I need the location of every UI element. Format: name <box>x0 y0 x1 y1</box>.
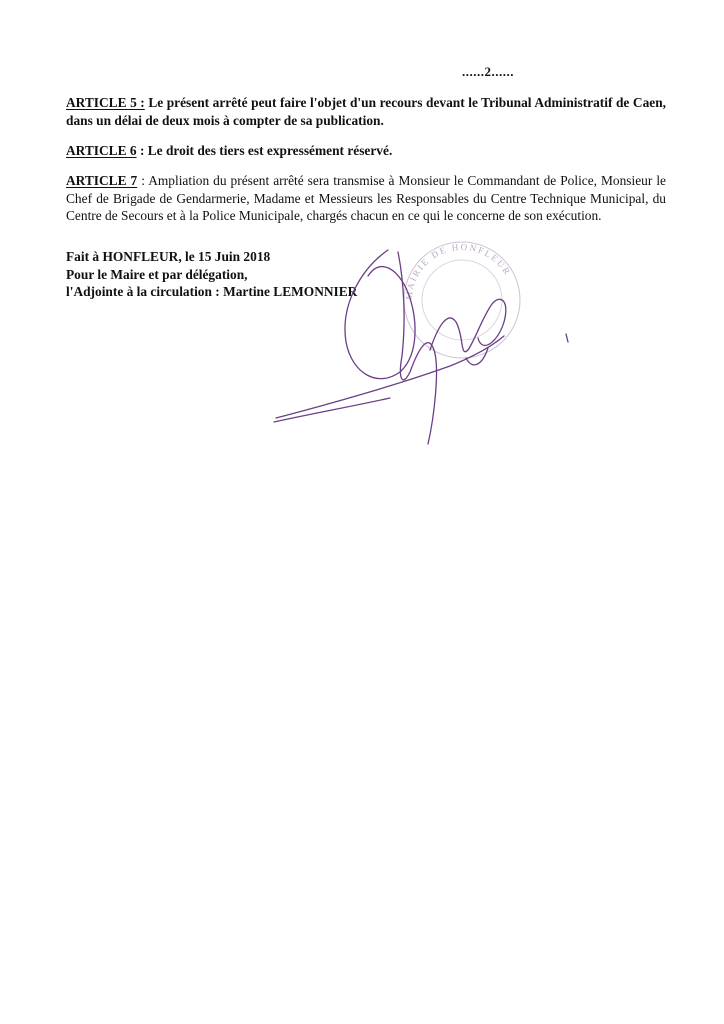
signoff-block <box>66 248 357 301</box>
article-5-heading: ARTICLE 5 : <box>66 95 145 110</box>
signatory-line: l'Adjointe à la circulation : Martine LEMONNIER <box>66 284 358 299</box>
article-6-text: : Le droit des tiers est expressément réservé. <box>136 143 393 158</box>
stamp-seal <box>404 242 520 358</box>
article-6-heading: ARTICLE 6 <box>66 143 137 158</box>
delegation-line: Pour le Maire et par délégation, <box>66 266 248 282</box>
article-6 <box>66 142 666 160</box>
article-7 <box>66 172 666 225</box>
page-number: ......2...... <box>462 64 514 79</box>
article-5 <box>66 94 666 129</box>
article-7-heading: ARTICLE 7 <box>66 173 138 188</box>
place-date: Fait à HONFLEUR, le 15 Juin 2018 <box>66 249 271 264</box>
article-5-text: Le présent arrêté peut faire l'objet d'un recours devant le Tribunal Administratif de Caen, dans un délai de deux mois à compter de sa publication. <box>66 95 666 128</box>
svg-text:MAIRIE DE HONFLEUR: MAIRIE DE HONFLEUR <box>403 241 514 301</box>
article-7-text: : Ampliation du présent arrêté sera transmise à Monsieur le Commandant de Police, Monsieur le Chef de Brigade de Gendarmerie, Madame et Messieurs les Responsables du Centre Technique Municipal, du Centre de Secours et à la Police Municipale, chargés chacun en ce qui le concerne de son exécution. <box>66 173 666 223</box>
